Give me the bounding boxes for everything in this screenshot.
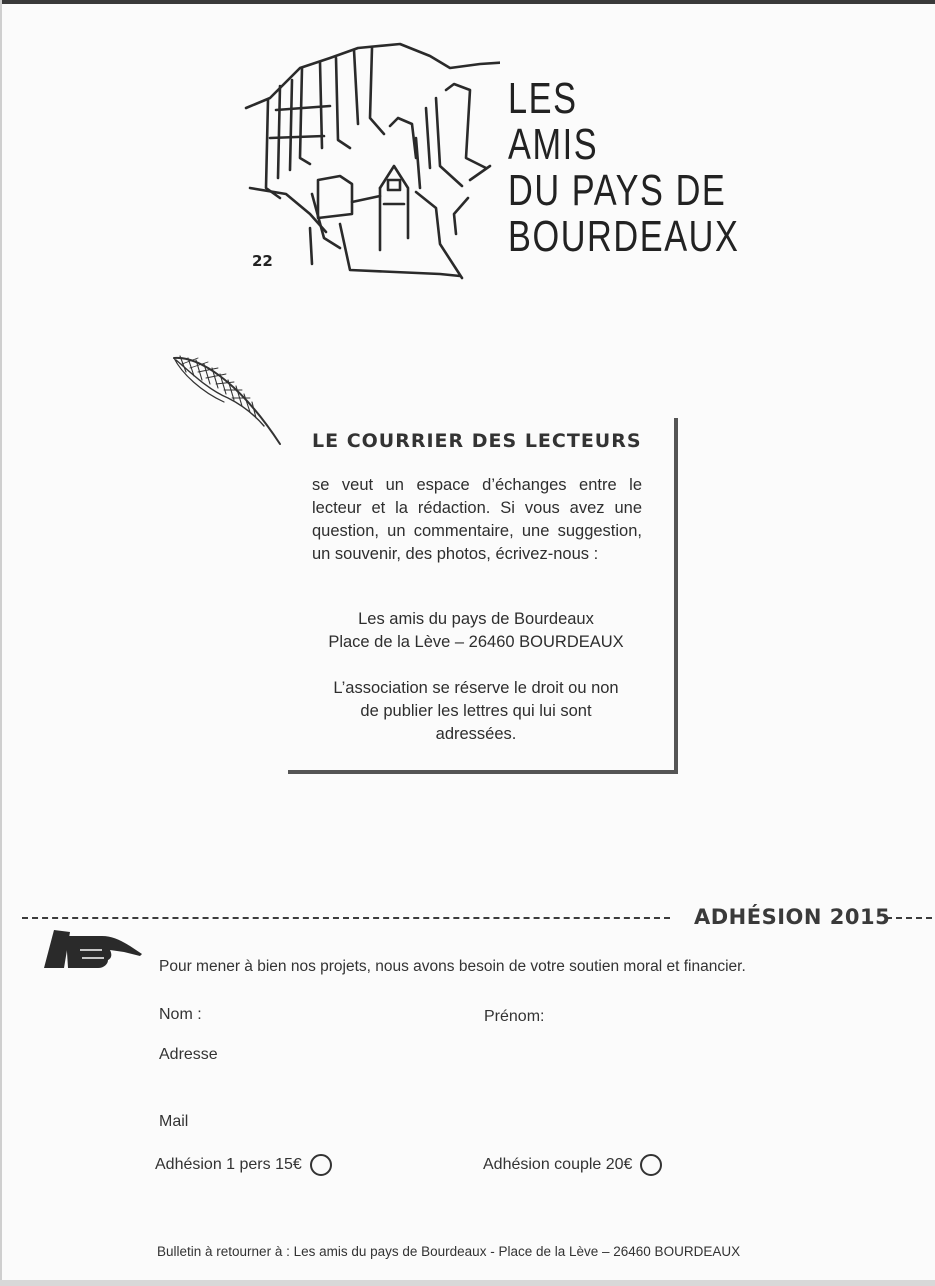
couple-membership-label: Adhésion couple 20€ [483,1156,633,1173]
address-line-2: Place de la Lève – 26460 BOURDEAUX [328,633,624,651]
letters-title: LE COURRIER DES LECTEURS [312,430,642,452]
logo-line-2: AMIS [508,120,599,169]
note-line-3: adressées. [435,725,517,743]
mail-field-label: Mail [159,1113,189,1130]
couple-membership-radio[interactable] [640,1154,662,1176]
quill-feather-icon [168,350,288,450]
logo-line-3: DU PAYS DE [508,166,727,215]
page-bottom-edge [0,1280,935,1286]
adhesion-intro: Pour mener à bien nos projets, nous avons besoin de votre soutien moral et financier. [159,958,746,975]
logo-title [508,76,739,260]
association-logo [240,38,740,288]
single-membership-radio[interactable] [310,1154,332,1176]
adhesion-title: ADHÉSION 2015 [694,905,891,929]
couple-membership-option[interactable] [483,1154,662,1176]
single-membership-label: Adhésion 1 pers 15€ [155,1156,302,1173]
address-line-1: Les amis du pays de Bourdeaux [358,610,594,628]
cut-line-left [22,917,670,919]
note-line-2: de publier les lettres qui lui sont [360,702,592,720]
logo-line-1: LES [508,74,578,123]
readers-letters-box [288,418,678,774]
village-drawing-icon [240,38,500,288]
page-number: 22 [252,252,273,270]
page-top-edge [0,0,935,4]
letters-address [298,608,654,654]
name-field-label: Nom : [159,1006,202,1023]
page-left-edge [0,0,2,1286]
pointing-hand-icon [40,928,144,972]
letters-body: se veut un espace d’échanges entre le lecteur et la rédaction. Si vous avez une question, un commentaire, une suggestion, un souvenir, des photos, écrivez-nous : [312,476,642,563]
logo-line-4: BOURDEAUX [508,212,740,261]
letters-note [298,677,654,746]
return-address-footer: Bulletin à retourner à : Les amis du pays de Bourdeaux - Place de la Lève – 26460 BOURDEAUX [157,1244,741,1259]
address-field-label: Adresse [159,1046,218,1063]
firstname-field-label: Prénom: [484,1008,545,1025]
single-membership-option[interactable] [155,1154,332,1176]
note-line-1: L’association se réserve le droit ou non [333,679,619,697]
cut-line-right [886,917,932,919]
